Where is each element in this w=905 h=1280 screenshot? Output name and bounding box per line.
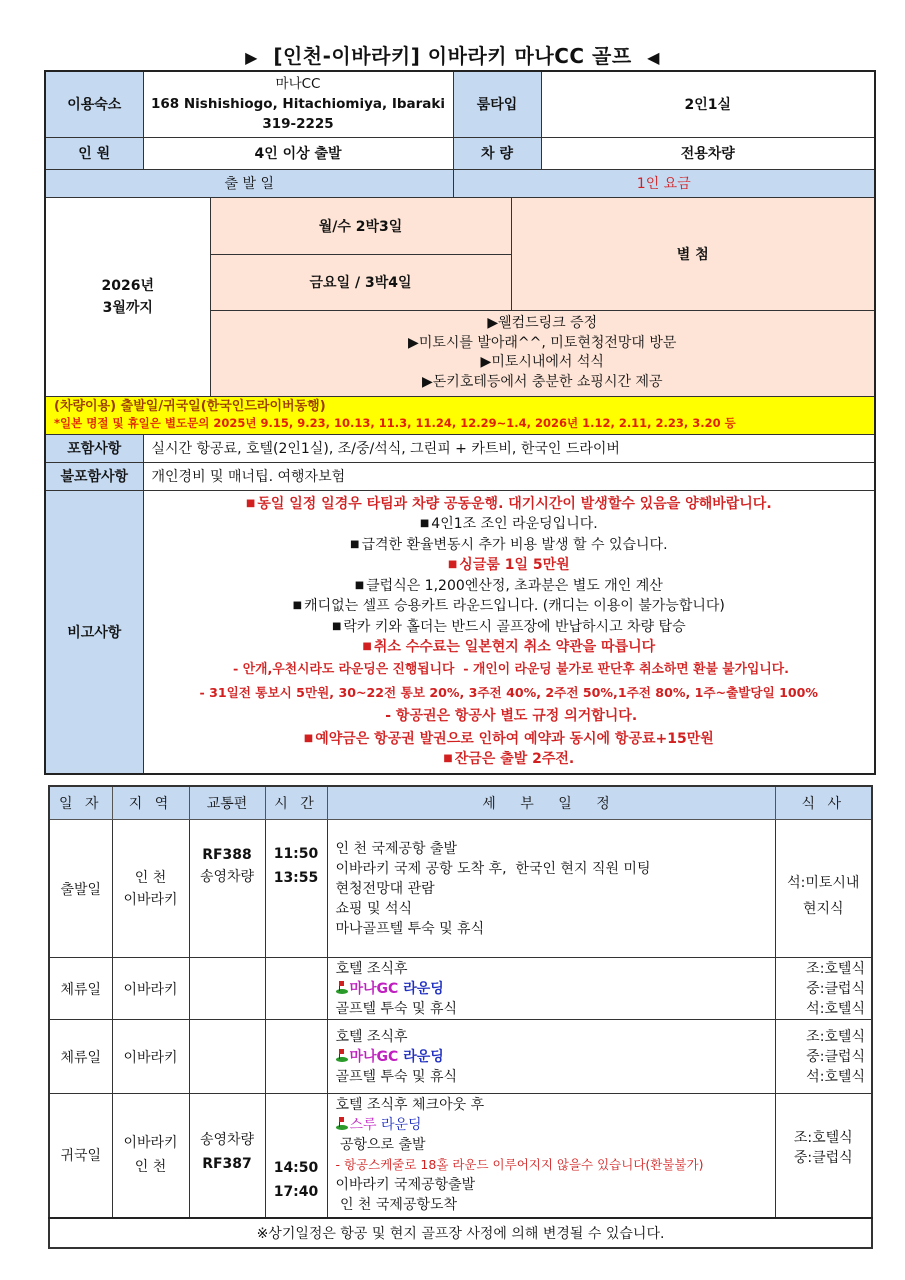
- golf-action: 라운딩: [376, 1117, 422, 1134]
- detail-line: 이바라키 국제 공항 도착 후, 한국인 현지 직원 미팅: [335, 860, 651, 877]
- detail-line: 마나골프텔 투숙 및 휴식: [335, 920, 485, 937]
- detail-line: 골프텔 투숙 및 휴식: [335, 1068, 458, 1085]
- highlight-item: ▶돈키호테등에서 충분한 쇼핑시간 제공: [422, 373, 663, 390]
- col-header-day: 일 자: [49, 786, 112, 820]
- transfer-vehicle: 송영차량: [199, 869, 255, 885]
- remark-item: 동일 일정 일경우 타팀과 차량 공동운행. 대기시간이 발생할수 있음을 양해바랍니다.: [257, 495, 772, 512]
- bullet-icon: ■: [349, 538, 360, 550]
- detail-line: 골프텔 투숙 및 휴식: [335, 1000, 458, 1017]
- flight-number: RF388: [202, 847, 252, 863]
- detail-line: 호텔 조식후: [335, 1028, 408, 1045]
- hotel-name: 마나CC: [275, 76, 321, 93]
- detail-line: 이바라키 국제공항출발: [335, 1177, 476, 1194]
- meal-line: 석:미토시내: [787, 874, 860, 891]
- detail-line: 인 천 국제공항 출발: [335, 840, 458, 857]
- schedule-footer-note: ※상기일정은 항공 및 현지 골프장 사정에 의해 변경될 수 있습니다.: [49, 1218, 872, 1248]
- table-row: [49, 1094, 872, 1218]
- meal-line: 중:클럽식: [793, 1150, 853, 1166]
- remark-item: 예약금은 항공권 발권으로 인하여 예약과 동시에 항공료+15만원: [315, 730, 714, 747]
- right-triangle-icon: ▶: [245, 48, 258, 67]
- region-cell: [112, 820, 189, 958]
- meals-cell: [775, 1020, 872, 1094]
- package-info-table: [44, 70, 876, 775]
- period-year: 2026년: [101, 277, 154, 294]
- golf-flag-icon: [336, 1117, 348, 1130]
- time-cell: [265, 958, 327, 1020]
- transport-cell: [189, 1020, 265, 1094]
- remark-item: - 안개,우천시라도 라운딩은 진행됩니다 - 개인이 라운딩 불가로 판단후 취소하면 환불 불가입니다.: [228, 661, 789, 677]
- included-value: 실시간 항공료, 호텔(2인1실), 조/중/석식, 그린피 + 카트비, 한국인 드라이버: [143, 434, 875, 462]
- table-row: [49, 958, 872, 1020]
- time-cell: [265, 1020, 327, 1094]
- warning-line: - 항공스케줄로 18홀 라운드 이루어지지 않을수 있습니다(환불불가): [335, 1157, 704, 1173]
- detail-line: 호텔 조식후 체크아웃 후: [335, 1097, 485, 1114]
- remarks-list: [143, 490, 875, 774]
- vehicle-label: 차 량: [453, 137, 541, 169]
- region-cell: 이바라키: [112, 958, 189, 1020]
- meal-line: 현지식: [802, 900, 844, 917]
- day-cell: 체류일: [49, 1020, 112, 1094]
- highlight-item: ▶미토시내에서 석식: [480, 354, 604, 370]
- depart-time: 14:50: [273, 1160, 319, 1176]
- remark-item: - 항공권은 항공사 별도 규정 의거합니다.: [380, 707, 638, 724]
- option-friday: 금요일 / 3박4일: [210, 254, 511, 310]
- bullet-icon: ■: [447, 559, 458, 570]
- day-cell: 귀국일: [49, 1094, 112, 1218]
- vehicle-value: 전용차량: [541, 137, 875, 169]
- remark-item: 취소 수수료는 일본현지 취소 약관을 따릅니다: [373, 639, 656, 655]
- accommodation-value: [143, 71, 453, 137]
- period-month: 3월까지: [102, 299, 153, 316]
- table-row: [49, 820, 872, 958]
- transfer-vehicle: 송영차량: [199, 1132, 255, 1148]
- bullet-icon: ■: [331, 620, 342, 632]
- meal-line: 중:클럽식: [806, 1048, 865, 1065]
- meals-cell: [775, 1094, 872, 1218]
- bullet-icon: ■: [419, 518, 430, 529]
- option-mon-wed: 월/수 2박3일: [210, 197, 511, 254]
- day-cell: 체류일: [49, 958, 112, 1020]
- page-title: [0, 40, 905, 69]
- remarks-label: 비고사항: [45, 490, 143, 774]
- price-per-person-header: 1인 요금: [453, 169, 875, 197]
- detail-line: 현청전망대 관람: [335, 880, 435, 897]
- holiday-notice-line: *일본 명절 및 휴일은 별도문의 2025년 9.15, 9.23, 10.13, 11.3, 11.24, 12.29~1.4, 2026년 1.12, 2.11, 2.23, 3.20 등: [54, 416, 736, 430]
- col-header-meals: 식 사: [775, 786, 872, 820]
- vehicle-notice-line: (차량이용) 출발일/귀국일(한국인드라이버동행): [54, 399, 326, 414]
- golf-action: 라운딩: [398, 1048, 444, 1065]
- golf-flag-icon: [336, 1049, 348, 1062]
- table-row: [49, 1020, 872, 1094]
- remark-item: 클럽식은 1,200엔산정, 초과분은 별도 개인 계산: [366, 577, 663, 594]
- itinerary-table: [48, 785, 873, 1249]
- transport-cell: [189, 1094, 265, 1218]
- vehicle-notice: [45, 396, 875, 434]
- region-cell: 이바라키: [112, 1020, 189, 1094]
- included-label: 포함사항: [45, 434, 143, 462]
- region-cell: [112, 1094, 189, 1218]
- highlight-item: ▶미토시를 발아래^^, 미토현청전망대 방문: [408, 334, 677, 351]
- region-line: 인 천: [134, 1159, 167, 1176]
- depart-time: 11:50: [273, 846, 319, 862]
- golf-round-line: [336, 979, 775, 999]
- region-line: 이바라키: [123, 1135, 178, 1152]
- meal-line: 조:호텔식: [806, 960, 865, 977]
- details-cell: [327, 1094, 775, 1218]
- departure-date-header: 출 발 일: [45, 169, 453, 197]
- highlights-list: [210, 310, 875, 396]
- golf-round-line: [336, 1115, 775, 1135]
- golf-flag-icon: [336, 981, 348, 994]
- golf-round-line: [336, 1047, 775, 1067]
- bullet-icon: ■: [245, 497, 256, 509]
- detail-line: 공항으로 출발: [335, 1137, 426, 1154]
- price-value: 별 첨: [511, 197, 875, 310]
- excluded-label: 불포함사항: [45, 462, 143, 490]
- details-cell: [327, 958, 775, 1020]
- details-cell: [327, 820, 775, 958]
- day-cell: 출발일: [49, 820, 112, 958]
- arrive-time: 13:55: [273, 870, 319, 886]
- col-header-time: 시 간: [265, 786, 327, 820]
- period-cell: [45, 197, 210, 396]
- accommodation-label: 이용숙소: [45, 71, 143, 137]
- room-type-label: 룸타입: [453, 71, 541, 137]
- detail-line: 인 천 국제공항도착: [335, 1197, 458, 1214]
- meal-line: 석:호텔식: [806, 1068, 865, 1085]
- meal-line: 조:호텔식: [806, 1028, 865, 1045]
- detail-line: 쇼핑 및 석식: [335, 900, 413, 917]
- golf-course-name: 마나GC: [349, 980, 399, 997]
- bullet-icon: ■: [362, 641, 372, 652]
- bullet-icon: ■: [354, 579, 365, 591]
- people-label: 인 원: [45, 137, 143, 169]
- col-header-details: 세 부 일 정: [327, 786, 775, 820]
- time-cell: [265, 820, 327, 958]
- remark-item: 4인1조 조인 라운딩입니다.: [431, 516, 598, 532]
- excluded-value: 개인경비 및 매너팁. 여행자보험: [143, 462, 875, 490]
- highlight-item: ▶웰컴드링크 증정: [487, 315, 598, 331]
- region-line: 인 천: [134, 869, 167, 886]
- col-header-transport: 교통편: [189, 786, 265, 820]
- details-cell: [327, 1020, 775, 1094]
- golf-course-name: 마나GC: [349, 1048, 399, 1065]
- golf-course-name: 스루: [349, 1117, 377, 1134]
- transport-cell: [189, 820, 265, 958]
- meal-line: 석:호텔식: [806, 1000, 865, 1017]
- meals-cell: [775, 958, 872, 1020]
- hotel-address: 168 Nishishiogo, Hitachiomiya, Ibaraki: [151, 96, 446, 113]
- room-type-value: 2인1실: [541, 71, 875, 137]
- bullet-icon: ■: [443, 753, 453, 764]
- col-header-region: 지 역: [112, 786, 189, 820]
- region-line: 이바라키: [123, 891, 178, 908]
- bullet-icon: ■: [303, 732, 314, 744]
- remark-item: 급격한 환율변동시 추가 비용 발생 할 수 있습니다.: [361, 536, 668, 553]
- people-value: 4인 이상 출발: [143, 137, 453, 169]
- meals-cell: [775, 820, 872, 958]
- arrive-time: 17:40: [273, 1184, 319, 1200]
- flight-number: RF387: [202, 1156, 252, 1172]
- remark-item: 캐디없는 셀프 승용카트 라운드입니다. (캐디는 이용이 불가능합니다): [304, 598, 725, 614]
- meal-line: 조:호텔식: [793, 1130, 853, 1146]
- remark-item: 잔금은 출발 2주전.: [454, 751, 575, 767]
- time-cell: [265, 1094, 327, 1218]
- hotel-zip: 319-2225: [262, 116, 334, 133]
- remark-item: - 31일전 통보시 5만원, 30~22전 통보 20%, 3주전 40%, 2주전 50%,1주전 80%, 1주~출발당일 100%: [199, 684, 819, 700]
- detail-line: 호텔 조식후: [335, 960, 408, 977]
- left-triangle-icon: ◀: [647, 48, 660, 67]
- title-text: [인천-이바라키] 이바라키 마나CC 골프: [273, 44, 632, 68]
- remark-item: 락카 키와 홀더는 반드시 골프장에 반납하시고 차량 탑승: [343, 618, 686, 635]
- transport-cell: [189, 958, 265, 1020]
- meal-line: 중:클럽식: [806, 980, 865, 997]
- golf-action: 라운딩: [398, 980, 444, 997]
- remark-item: 싱글룸 1일 5만원: [459, 557, 570, 573]
- bullet-icon: ■: [292, 600, 303, 611]
